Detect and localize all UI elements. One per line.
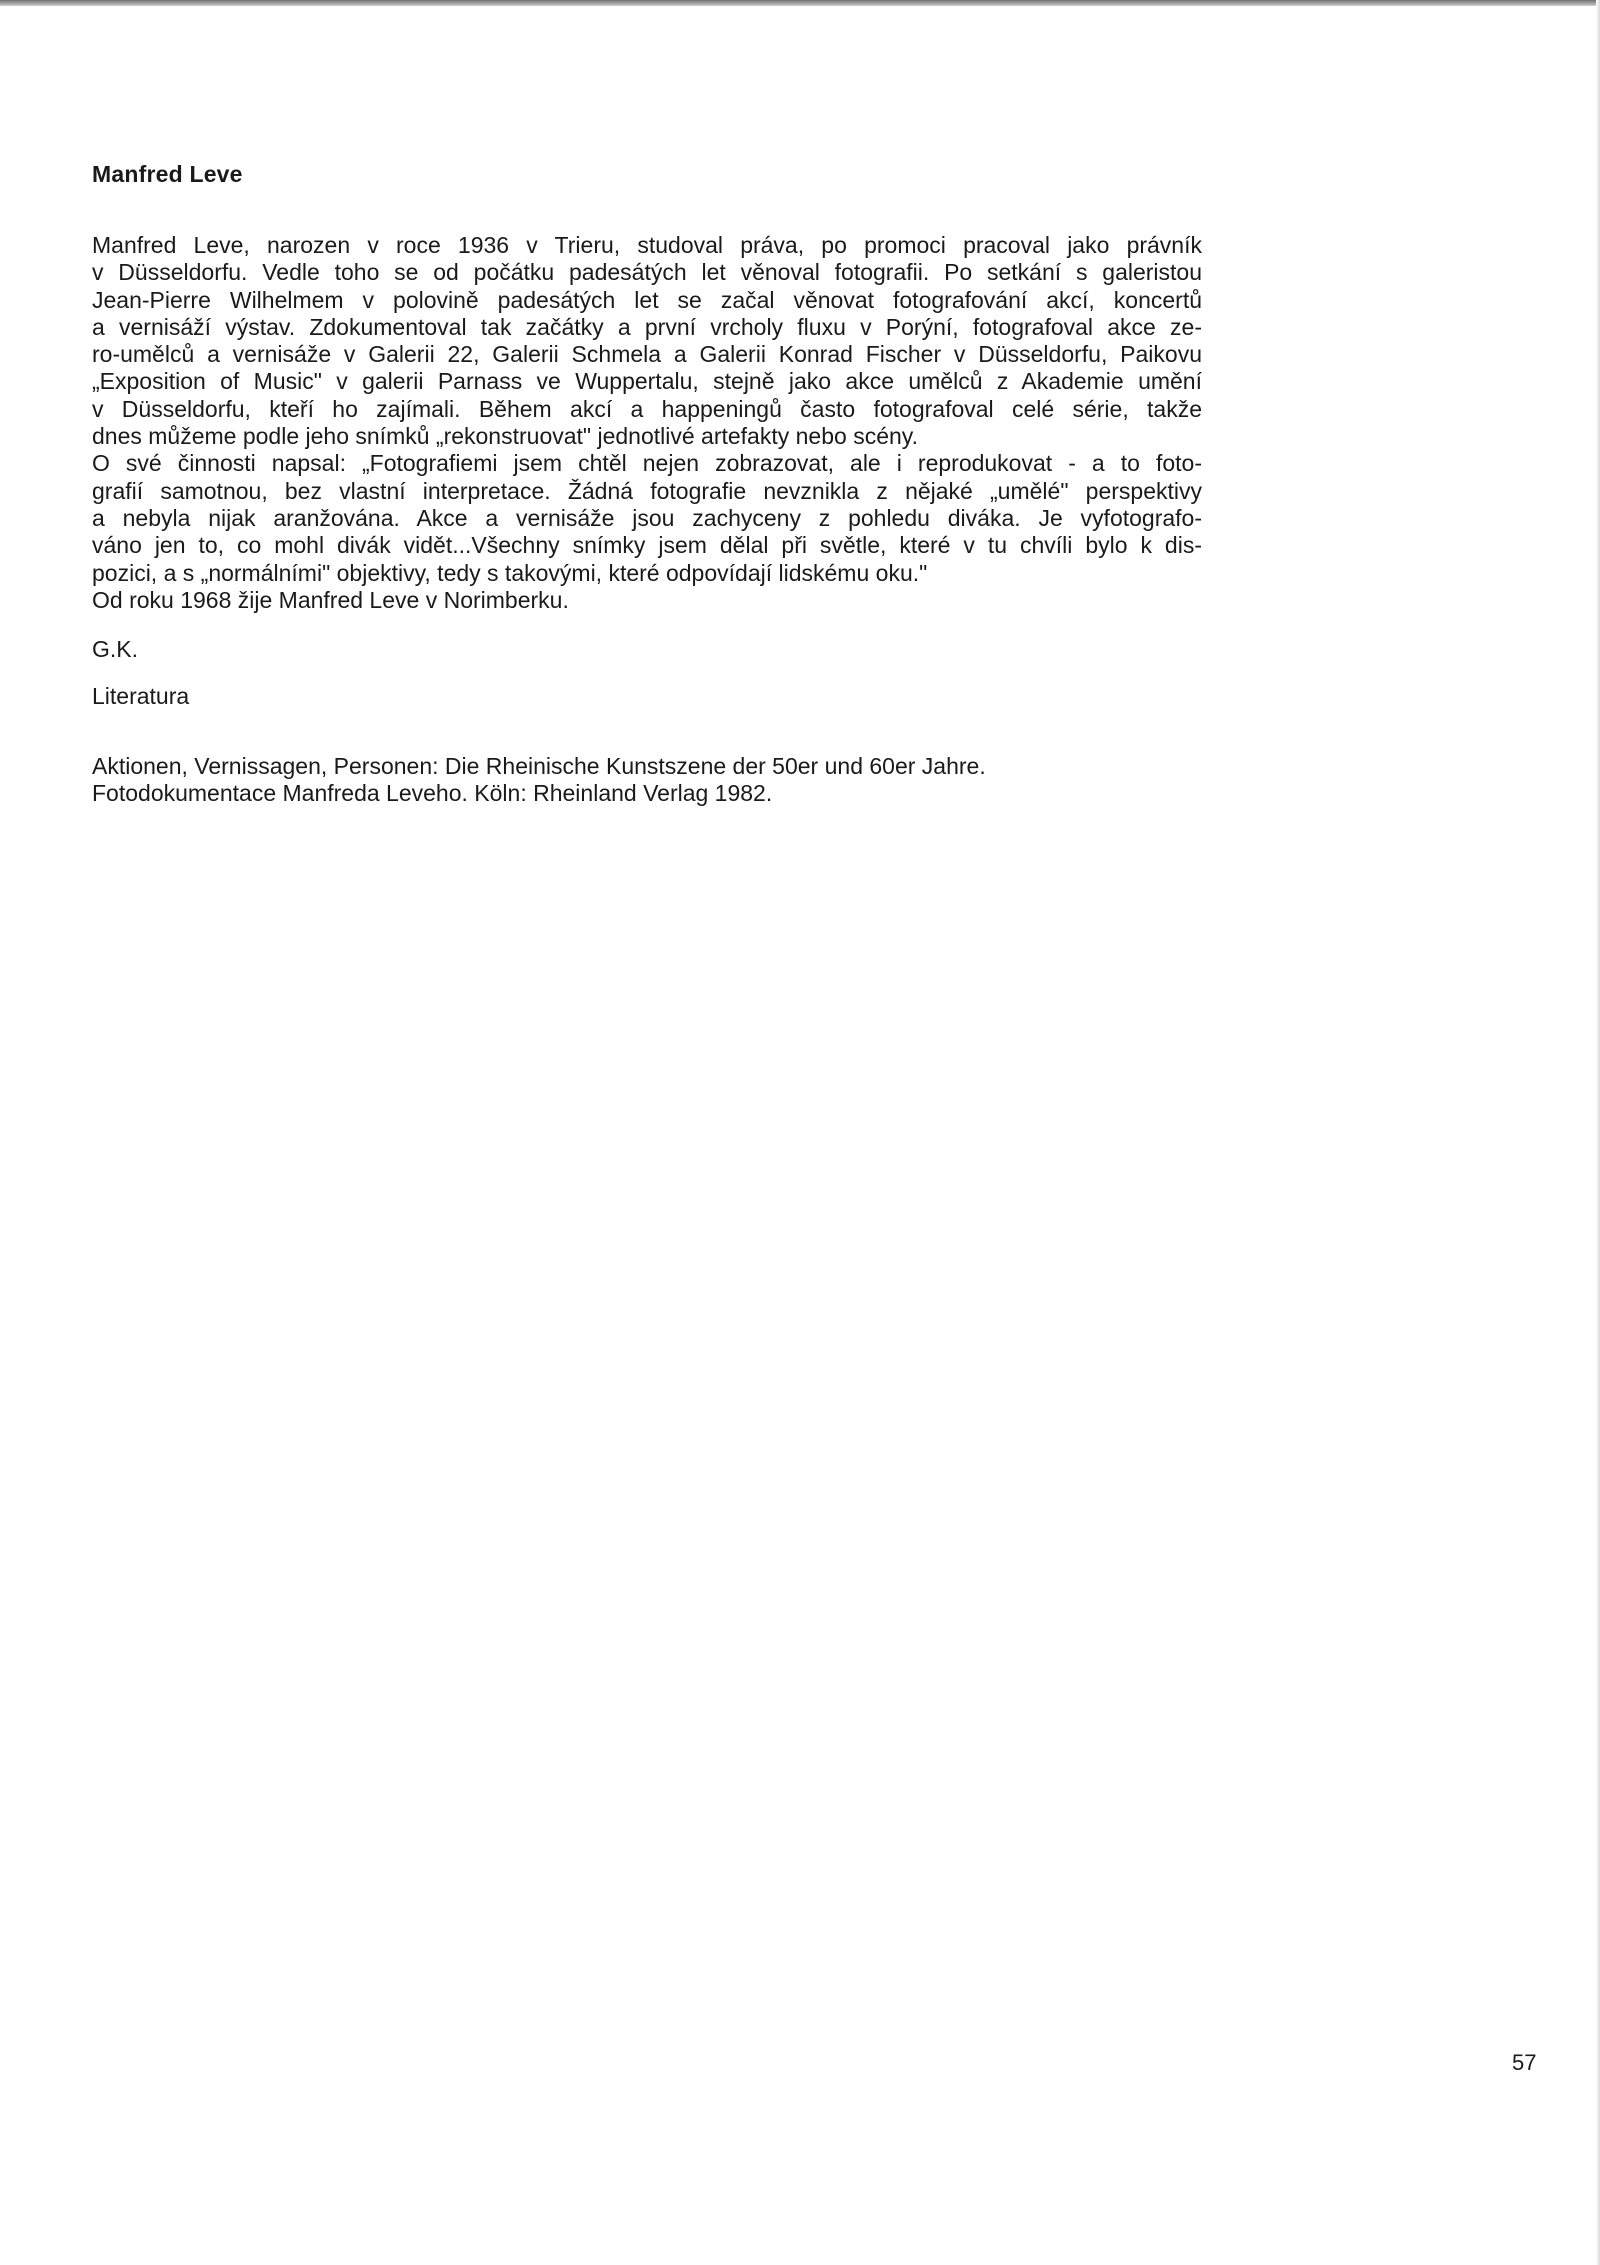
text-line: dnes můžeme podle jeho snímků „rekonstruovat" jednotlivé artefakty nebo scény. — [92, 423, 918, 450]
page-number: 57 — [1512, 2050, 1537, 2075]
biography-paragraph — [92, 232, 1202, 450]
scan-top-edge — [0, 0, 1600, 6]
author-initials: G.K. — [92, 636, 139, 663]
text-line: ro-umělců a vernisáže v Galerii 22, Galerii Schmela a Galerii Konrad Fischer v Düsseldorfu, Paikovu — [92, 341, 1202, 368]
text-line: pozici, a s „normálními" objektivy, tedy s takovými, které odpovídají lidskému oku." — [92, 559, 928, 586]
reference-line: Fotodokumentace Manfreda Leveho. Köln: Rheinland Verlag 1982. — [92, 780, 773, 807]
text-line: a vernisáží výstav. Zdokumentoval tak začátky a první vrcholy fluxu v Porýní, fotografoval akce ze- — [92, 313, 1202, 340]
quote-paragraph — [92, 450, 1202, 586]
text-line: O své činnosti napsal: „Fotografiemi jsem chtěl nejen zobrazovat, ale i reprodukovat - a to foto- — [92, 450, 1202, 477]
text-line: „Exposition of Music" v galerii Parnass ve Wuppertalu, stejně jako akce umělců z Akademie umění — [92, 368, 1202, 395]
text-line: Manfred Leve, narozen v roce 1936 v Trieru, studoval práva, po promoci pracoval jako právník — [92, 232, 1202, 258]
text-line: váno jen to, co mohl divák vidět...Všechny snímky jsem dělal při světle, které v tu chvíli bylo k dis- — [92, 532, 1202, 559]
text-line: v Düsseldorfu, kteří ho zajímali. Během akcí a happeningů často fotografoval celé série, takže — [92, 395, 1202, 422]
reference-entry — [92, 753, 1202, 808]
reference-line: Aktionen, Vernissagen, Personen: Die Rheinische Kunstszene der 50er und 60er Jahre. — [92, 752, 986, 779]
text-line: a nebyla nijak aranžována. Akce a vernisáže jsou zachyceny z pohledu diváka. Je vyfotografo- — [92, 504, 1202, 531]
article — [92, 158, 1202, 807]
literature-heading: Literatura — [92, 683, 190, 710]
residence-paragraph: Od roku 1968 žije Manfred Leve v Norimberku. — [92, 586, 569, 613]
text-line: Jean-Pierre Wilhelmem v polovině padesátých let se začal věnovat fotografování akcí, koncertů — [92, 286, 1202, 313]
text-line: v Düsseldorfu. Vedle toho se od počátku padesátých let věnoval fotografii. Po setkání s galeristou — [92, 259, 1202, 286]
scan-right-edge — [1596, 0, 1600, 2265]
text-line: grafií samotnou, bez vlastní interpretace. Žádná fotografie nevznikla z nějaké „umělé" perspektivy — [92, 477, 1202, 504]
article-title: Manfred Leve — [92, 161, 243, 187]
